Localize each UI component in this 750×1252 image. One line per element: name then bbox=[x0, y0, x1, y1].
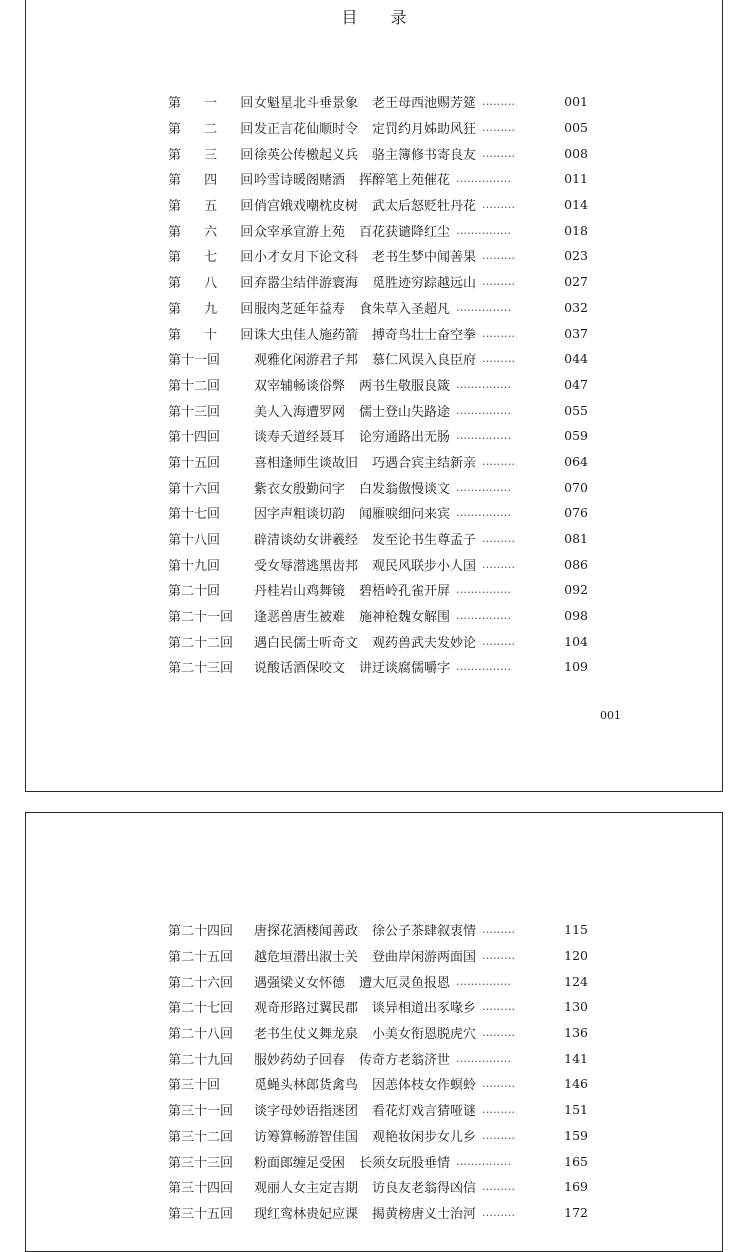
chapter-page-number: 059 bbox=[564, 428, 588, 444]
chapter-number: 第十六回 bbox=[168, 481, 221, 497]
toc-entry[interactable] bbox=[168, 603, 588, 629]
chapter-number: 第二十一回 bbox=[168, 610, 234, 626]
chapter-title-first-line: 服肉芝延年益寿 bbox=[254, 301, 346, 317]
chapter-number: 第 九 回 bbox=[168, 301, 263, 317]
chapter-number: 第 七 回 bbox=[168, 250, 263, 266]
toc-entry[interactable] bbox=[168, 1097, 588, 1123]
chapter-number: 第十七回 bbox=[168, 507, 221, 523]
leader-dots: ……… bbox=[482, 1180, 516, 1194]
toc-page-2 bbox=[25, 812, 723, 1252]
chapter-number: 第二十回 bbox=[168, 584, 221, 600]
chapter-title-second-line: 谈异相道出豕喙乡 bbox=[372, 1001, 477, 1017]
toc-entry[interactable] bbox=[168, 372, 588, 398]
chapter-page-number: 109 bbox=[564, 659, 588, 675]
chapter-page-number: 076 bbox=[564, 505, 588, 521]
leader-dots: ……… bbox=[482, 326, 516, 340]
chapter-title-first-line: 弃嚣尘结伴游寰海 bbox=[254, 276, 359, 292]
chapter-title-first-line: 丹桂岩山鸡舞镜 bbox=[254, 584, 346, 600]
toc-entry[interactable] bbox=[168, 217, 588, 243]
chapter-number: 第 一 回 bbox=[168, 96, 263, 112]
toc-entry[interactable] bbox=[168, 1200, 588, 1226]
chapter-title-second-line: 儒士登山失路途 bbox=[359, 404, 451, 420]
chapter-title-second-line: 访良友老翁得凶信 bbox=[372, 1181, 477, 1197]
chapter-title-first-line: 众宰承宣游上苑 bbox=[254, 224, 346, 240]
chapter-title-first-line: 观丽人女主定吉期 bbox=[254, 1181, 359, 1197]
leader-dots: ……… bbox=[482, 634, 516, 648]
chapter-title-first-line: 俏宫娥戏嘲枕皮树 bbox=[254, 199, 359, 215]
toc-entry[interactable] bbox=[168, 1045, 588, 1071]
chapter-number: 第三十二回 bbox=[168, 1129, 234, 1145]
leader-dots: …………… bbox=[456, 172, 512, 186]
leader-dots: …………… bbox=[456, 506, 512, 520]
leader-dots: ……… bbox=[482, 1103, 516, 1117]
chapter-title-second-line: 传奇方老翁济世 bbox=[359, 1052, 451, 1068]
chapter-page-number: 011 bbox=[564, 171, 588, 187]
chapter-page-number: 018 bbox=[564, 222, 588, 238]
chapter-title-first-line: 观奇形路过翼民郡 bbox=[254, 1001, 359, 1017]
toc-entry[interactable] bbox=[168, 526, 588, 552]
chapter-title-second-line: 讲迂谈腐儒嚼字 bbox=[359, 661, 451, 677]
chapter-number: 第二十六回 bbox=[168, 975, 234, 991]
leader-dots: …………… bbox=[456, 403, 512, 417]
toc-entry[interactable] bbox=[168, 320, 588, 346]
chapter-title-first-line: 老书生仗义舞龙泉 bbox=[254, 1027, 359, 1043]
chapter-title-second-line: 觅胜迹穷踪越远山 bbox=[372, 276, 477, 292]
chapter-title-first-line: 诛大虫佳人施药箭 bbox=[254, 327, 359, 343]
chapter-number: 第三十五回 bbox=[168, 1206, 234, 1222]
chapter-page-number: 027 bbox=[564, 274, 588, 290]
leader-dots: …………… bbox=[456, 660, 512, 674]
chapter-number: 第二十九回 bbox=[168, 1052, 234, 1068]
leader-dots: …………… bbox=[456, 609, 512, 623]
toc-entry[interactable] bbox=[168, 654, 588, 680]
chapter-title-first-line: 发正言花仙顺时令 bbox=[254, 122, 359, 138]
chapter-page-number: 172 bbox=[564, 1204, 588, 1220]
chapter-title-second-line: 观艳妆闲步女儿乡 bbox=[372, 1129, 477, 1145]
chapter-title-first-line: 因字声粗谈切韵 bbox=[254, 507, 346, 523]
chapter-number: 第 十 回 bbox=[168, 327, 263, 343]
chapter-number: 第十三回 bbox=[168, 404, 221, 420]
toc-entry[interactable] bbox=[168, 243, 588, 269]
page-title: 目 录 bbox=[341, 8, 421, 27]
chapter-number: 第二十二回 bbox=[168, 635, 234, 651]
leader-dots: ……… bbox=[482, 949, 516, 963]
chapter-page-number: 070 bbox=[564, 479, 588, 495]
leader-dots: ……… bbox=[482, 198, 516, 212]
chapter-title-second-line: 揭黄榜唐义士治河 bbox=[372, 1206, 477, 1222]
toc-entry[interactable] bbox=[168, 994, 588, 1020]
toc-entry[interactable] bbox=[168, 474, 588, 500]
toc-entry[interactable] bbox=[168, 115, 588, 141]
toc-entry[interactable] bbox=[168, 968, 588, 994]
chapter-page-number: 008 bbox=[564, 145, 588, 161]
chapter-title-first-line: 逢恶兽唐生被难 bbox=[254, 610, 346, 626]
toc-entry[interactable] bbox=[168, 269, 588, 295]
chapter-title-second-line: 发至论书生尊孟子 bbox=[372, 533, 477, 549]
toc-entry[interactable] bbox=[168, 1020, 588, 1046]
chapter-title-second-line: 遭大厄灵鱼报恩 bbox=[359, 975, 451, 991]
chapter-title-second-line: 观民风联步小人国 bbox=[372, 558, 477, 574]
chapter-title-first-line: 服妙药幼子回春 bbox=[254, 1052, 346, 1068]
toc-entry[interactable] bbox=[168, 140, 588, 166]
chapter-title-first-line: 现红鸾林贵妃应课 bbox=[254, 1206, 359, 1222]
toc-entry[interactable] bbox=[168, 166, 588, 192]
chapter-title-first-line: 遇白民儒士听奇文 bbox=[254, 635, 359, 651]
chapter-title-first-line: 双宰辅畅谈俗弊 bbox=[254, 378, 346, 394]
chapter-title-first-line: 辟清谈幼女讲羲经 bbox=[254, 533, 359, 549]
chapter-title-second-line: 碧梧岭孔雀开屏 bbox=[359, 584, 451, 600]
toc-entry[interactable] bbox=[168, 943, 588, 969]
toc-entry[interactable] bbox=[168, 423, 588, 449]
chapter-title-first-line: 遇强梁义女怀德 bbox=[254, 975, 346, 991]
chapter-page-number: 098 bbox=[564, 608, 588, 624]
chapter-title-first-line: 女魁星北斗垂景象 bbox=[254, 96, 359, 112]
chapter-page-number: 081 bbox=[564, 531, 588, 547]
chapter-page-number: 032 bbox=[564, 299, 588, 315]
chapter-title-second-line: 定罚约月姊助风狂 bbox=[372, 122, 477, 138]
leader-dots: …………… bbox=[456, 1051, 512, 1065]
chapter-title-second-line: 武太后怒贬牡丹花 bbox=[372, 199, 477, 215]
chapter-number: 第 三 回 bbox=[168, 147, 263, 163]
leader-dots: ……… bbox=[482, 923, 516, 937]
chapter-number: 第三十一回 bbox=[168, 1104, 234, 1120]
chapter-title-second-line: 搏奇鸟壮士奋空拳 bbox=[372, 327, 477, 343]
chapter-title-first-line: 谈寿夭道经聂耳 bbox=[254, 430, 346, 446]
chapter-title-second-line: 看花灯戏言猜哑谜 bbox=[372, 1104, 477, 1120]
leader-dots: …………… bbox=[456, 429, 512, 443]
chapter-number: 第十五回 bbox=[168, 455, 221, 471]
toc-entry[interactable] bbox=[168, 500, 588, 526]
chapter-number: 第 八 回 bbox=[168, 276, 263, 292]
chapter-title-second-line: 骆主簿修书寄良友 bbox=[372, 147, 477, 163]
chapter-page-number: 124 bbox=[564, 973, 588, 989]
toc-entry[interactable] bbox=[168, 295, 588, 321]
leader-dots: ……… bbox=[482, 146, 516, 160]
chapter-number: 第十四回 bbox=[168, 430, 221, 446]
chapter-number: 第二十五回 bbox=[168, 950, 234, 966]
leader-dots: ……… bbox=[482, 121, 516, 135]
toc-list bbox=[168, 917, 588, 1225]
chapter-title-first-line: 觅蝇头林郎货禽鸟 bbox=[254, 1078, 359, 1094]
toc-entry[interactable] bbox=[168, 551, 588, 577]
chapter-number: 第 二 回 bbox=[168, 122, 263, 138]
leader-dots: ……… bbox=[482, 557, 516, 571]
toc-list bbox=[168, 89, 588, 680]
leader-dots: ……… bbox=[482, 454, 516, 468]
chapter-title-first-line: 徐英公传檄起义兵 bbox=[254, 147, 359, 163]
chapter-page-number: 086 bbox=[564, 556, 588, 572]
chapter-page-number: 047 bbox=[564, 376, 588, 392]
leader-dots: …………… bbox=[456, 1154, 512, 1168]
chapter-title-second-line: 论穷通路出无肠 bbox=[359, 430, 451, 446]
chapter-title-first-line: 吟雪诗暖阁赌酒 bbox=[254, 173, 346, 189]
chapter-number: 第十二回 bbox=[168, 378, 221, 394]
toc-entry[interactable] bbox=[168, 346, 588, 372]
chapter-number: 第二十三回 bbox=[168, 661, 234, 677]
toc-entry[interactable] bbox=[168, 577, 588, 603]
chapter-title-second-line: 徐公子茶肆叙衷情 bbox=[372, 924, 477, 940]
chapter-page-number: 130 bbox=[564, 999, 588, 1015]
chapter-title-first-line: 粉面郎缠足受困 bbox=[254, 1155, 346, 1171]
chapter-title-second-line: 挥醉笔上苑催花 bbox=[359, 173, 451, 189]
chapter-number: 第三十四回 bbox=[168, 1181, 234, 1197]
leader-dots: …………… bbox=[456, 480, 512, 494]
toc-entry[interactable] bbox=[168, 89, 588, 115]
leader-dots: …………… bbox=[456, 583, 512, 597]
leader-dots: ……… bbox=[482, 1077, 516, 1091]
chapter-page-number: 120 bbox=[564, 948, 588, 964]
chapter-number: 第二十四回 bbox=[168, 924, 234, 940]
chapter-title-first-line: 喜相逢师生谈故旧 bbox=[254, 455, 359, 471]
toc-entry[interactable] bbox=[168, 192, 588, 218]
toc-entry[interactable] bbox=[168, 628, 588, 654]
chapter-page-number: 115 bbox=[564, 922, 588, 938]
chapter-title-second-line: 长须女玩股垂情 bbox=[359, 1155, 451, 1171]
chapter-page-number: 044 bbox=[564, 351, 588, 367]
leader-dots: ……… bbox=[482, 1205, 516, 1219]
chapter-page-number: 104 bbox=[564, 633, 588, 649]
leader-dots: ……… bbox=[482, 1128, 516, 1142]
chapter-title-second-line: 食朱草入圣超凡 bbox=[359, 301, 451, 317]
chapter-title-second-line: 闻雁唳细问来宾 bbox=[359, 507, 451, 523]
chapter-page-number: 014 bbox=[564, 197, 588, 213]
chapter-title-second-line: 老王母西池赐芳筵 bbox=[372, 96, 477, 112]
chapter-page-number: 151 bbox=[564, 1102, 588, 1118]
chapter-page-number: 092 bbox=[564, 582, 588, 598]
chapter-title-second-line: 观药兽武夫发妙论 bbox=[372, 635, 477, 651]
leader-dots: ……… bbox=[482, 532, 516, 546]
chapter-title-second-line: 两书生敬服良箴 bbox=[359, 378, 451, 394]
chapter-title-first-line: 观雅化闲游君子邦 bbox=[254, 353, 359, 369]
chapter-page-number: 159 bbox=[564, 1127, 588, 1143]
chapter-number: 第十九回 bbox=[168, 558, 221, 574]
chapter-title-second-line: 慕仁风误入良臣府 bbox=[372, 353, 477, 369]
chapter-number: 第二十七回 bbox=[168, 1001, 234, 1017]
chapter-title-second-line: 巧遇合宾主结新亲 bbox=[372, 455, 477, 471]
chapter-number: 第二十八回 bbox=[168, 1027, 234, 1043]
chapter-number: 第三十三回 bbox=[168, 1155, 234, 1171]
leader-dots: …………… bbox=[456, 377, 512, 391]
leader-dots: ……… bbox=[482, 249, 516, 263]
chapter-title-first-line: 紫衣女殷勤问字 bbox=[254, 481, 346, 497]
chapter-title-first-line: 说酸话酒保咬文 bbox=[254, 661, 346, 677]
chapter-page-number: 001 bbox=[564, 94, 588, 110]
leader-dots: …………… bbox=[456, 974, 512, 988]
chapter-page-number: 037 bbox=[564, 325, 588, 341]
leader-dots: …………… bbox=[456, 223, 512, 237]
leader-dots: ……… bbox=[482, 1000, 516, 1014]
toc-entry[interactable] bbox=[168, 1174, 588, 1200]
chapter-title-first-line: 谈字母妙语指迷团 bbox=[254, 1104, 359, 1120]
chapter-title-first-line: 美人入海遭罗网 bbox=[254, 404, 346, 420]
leader-dots: ……… bbox=[482, 352, 516, 366]
chapter-page-number: 005 bbox=[564, 120, 588, 136]
chapter-page-number: 055 bbox=[564, 402, 588, 418]
chapter-page-number: 169 bbox=[564, 1179, 588, 1195]
chapter-page-number: 064 bbox=[564, 453, 588, 469]
leader-dots: ……… bbox=[482, 1026, 516, 1040]
leader-dots: ……… bbox=[482, 275, 516, 289]
leader-dots: …………… bbox=[456, 300, 512, 314]
chapter-title-second-line: 百花获谴降红尘 bbox=[359, 224, 451, 240]
toc-entry[interactable] bbox=[168, 397, 588, 423]
page-number: 001 bbox=[600, 709, 621, 722]
chapter-number: 第 五 回 bbox=[168, 199, 263, 215]
chapter-title-first-line: 受女辱潜逃黑齿邦 bbox=[254, 558, 359, 574]
chapter-title-second-line: 施神枪魏女解围 bbox=[359, 610, 451, 626]
toc-entry[interactable] bbox=[168, 1071, 588, 1097]
chapter-number: 第十一回 bbox=[168, 353, 221, 369]
chapter-page-number: 141 bbox=[564, 1050, 588, 1066]
chapter-title-first-line: 越危垣潜出淑士关 bbox=[254, 950, 359, 966]
toc-entry[interactable] bbox=[168, 1148, 588, 1174]
chapter-title-second-line: 老书生梦中闻善果 bbox=[372, 250, 477, 266]
chapter-page-number: 023 bbox=[564, 248, 588, 264]
chapter-title-first-line: 小才女月下论文科 bbox=[254, 250, 359, 266]
chapter-title-second-line: 因恙体枝女作螟蛉 bbox=[372, 1078, 477, 1094]
chapter-title-second-line: 小美女衔恩脱虎穴 bbox=[372, 1027, 477, 1043]
chapter-number: 第三十回 bbox=[168, 1078, 221, 1094]
chapter-page-number: 136 bbox=[564, 1025, 588, 1041]
toc-entry[interactable] bbox=[168, 917, 588, 943]
chapter-title-first-line: 访筹算畅游智佳国 bbox=[254, 1129, 359, 1145]
toc-entry[interactable] bbox=[168, 1123, 588, 1149]
chapter-number: 第 四 回 bbox=[168, 173, 263, 189]
chapter-title-second-line: 登曲岸闲游两面国 bbox=[372, 950, 477, 966]
chapter-title-second-line: 白发翁傲慢谈文 bbox=[359, 481, 451, 497]
chapter-number: 第 六 回 bbox=[168, 224, 263, 240]
chapter-number: 第十八回 bbox=[168, 533, 221, 549]
chapter-title-first-line: 唐探花酒楼闻善政 bbox=[254, 924, 359, 940]
toc-page-1 bbox=[25, 0, 723, 792]
toc-entry[interactable] bbox=[168, 449, 588, 475]
leader-dots: ……… bbox=[482, 95, 516, 109]
chapter-page-number: 146 bbox=[564, 1076, 588, 1092]
chapter-page-number: 165 bbox=[564, 1153, 588, 1169]
